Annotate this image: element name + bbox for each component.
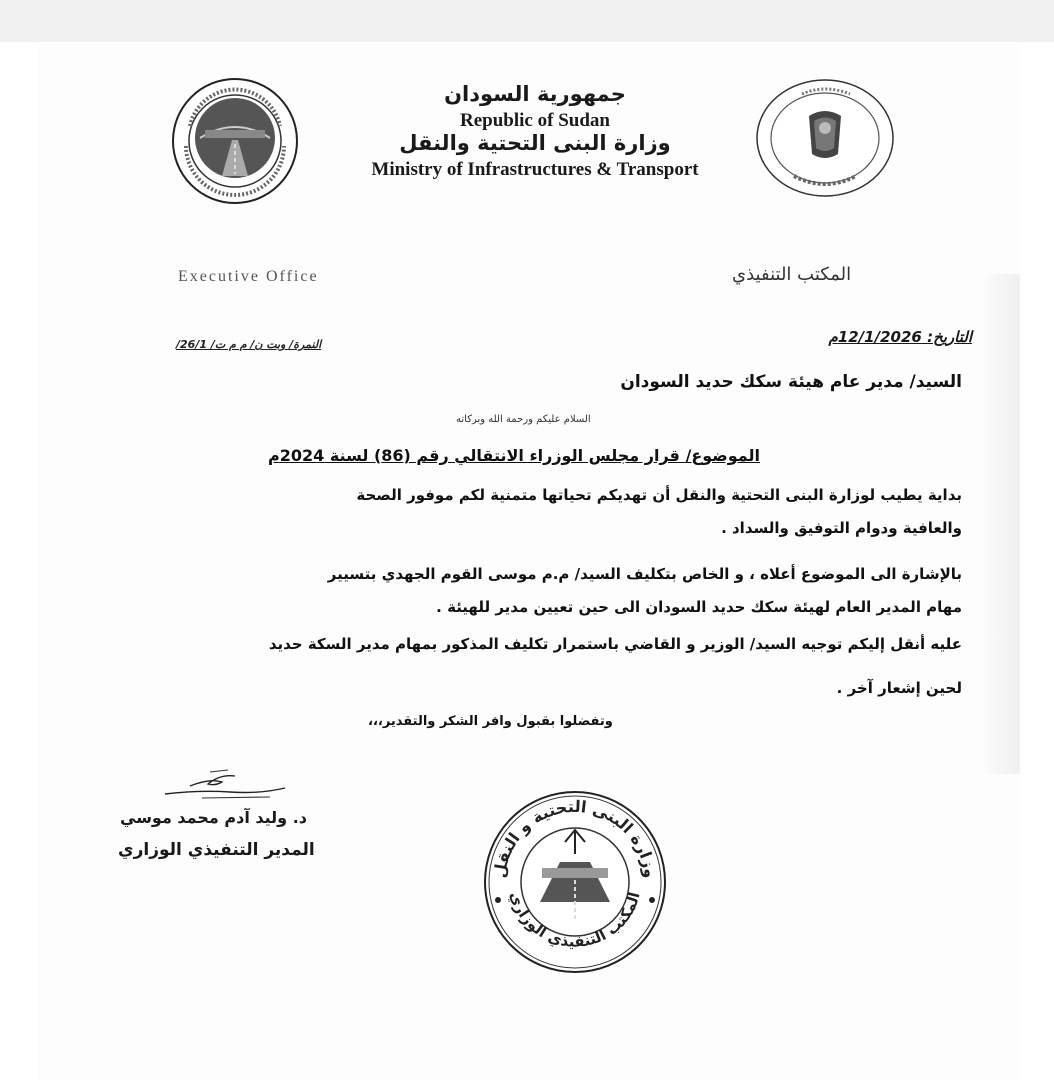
office-label-en: Executive Office bbox=[178, 268, 319, 285]
signer-name: د. وليد آدم محمد موسي bbox=[120, 808, 307, 827]
header-ministry-en: Ministry of Infrastructures & Transport bbox=[371, 159, 699, 180]
header-republic-en: Republic of Sudan bbox=[460, 110, 610, 131]
body-line: بداية يطيب لوزارة البنى التحتية والنقل أن تهديكم تحياتها متمنية لكم موفور الصحة bbox=[356, 486, 962, 504]
body-line: والعافية ودوام التوفيق والسداد . bbox=[721, 519, 962, 537]
stamp-top-text: وزارة البنى التحتية و النقل bbox=[489, 796, 660, 880]
ministry-seal-icon bbox=[170, 76, 300, 206]
top-bar bbox=[0, 0, 1054, 42]
stamp-bottom-text: المكتب التنفيذي الوزاري bbox=[506, 889, 644, 951]
body-line: مهام المدير العام لهيئة سكك حديد السودان الى حين تعيين مدير للهيئة . bbox=[436, 598, 962, 616]
letter-date: التاريخ: 12/1/2026م bbox=[828, 328, 972, 346]
office-label-ar: المكتب التنفيذي bbox=[732, 264, 852, 285]
executive-office-stamp-icon bbox=[480, 782, 670, 982]
body-line: عليه أنقل إليكم توجيه السيد/ الوزير و القاضي باستمرار تكليف المذكور بمهام مدير السكة حديد bbox=[268, 635, 962, 653]
signer-title: المدير التنفيذي الوزاري bbox=[118, 840, 315, 860]
signature-icon bbox=[160, 764, 290, 804]
reference-number: النمرة/ وبت ن/ م م ت/ 26/1/ bbox=[176, 338, 322, 351]
body-line: لحين إشعار آخر . bbox=[836, 679, 962, 697]
page-edge-shadow bbox=[980, 274, 1020, 774]
header-ministry-ar: وزارة البنى التحتية والنقل bbox=[399, 131, 671, 155]
addressee: السيد/ مدير عام هيئة سكك حديد السودان bbox=[620, 372, 962, 392]
letterhead bbox=[340, 84, 730, 182]
closing-line: وتفضلوا بقبول وافر الشكر والتقدير،،، bbox=[368, 714, 613, 729]
subject-line: الموضوع/ قرار مجلس الوزراء الانتقالي رقم (86) لسنة 2024م bbox=[268, 446, 760, 465]
greeting: السلام عليكم ورحمة الله وبركاته bbox=[456, 414, 591, 425]
header-republic-ar: جمهورية السودان bbox=[444, 82, 626, 106]
republic-seal-icon bbox=[754, 76, 896, 200]
body-line: بالإشارة الى الموضوع أعلاه ، و الخاص بتكليف السيد/ م.م موسى القوم الجهدي بتسيير bbox=[327, 565, 962, 583]
